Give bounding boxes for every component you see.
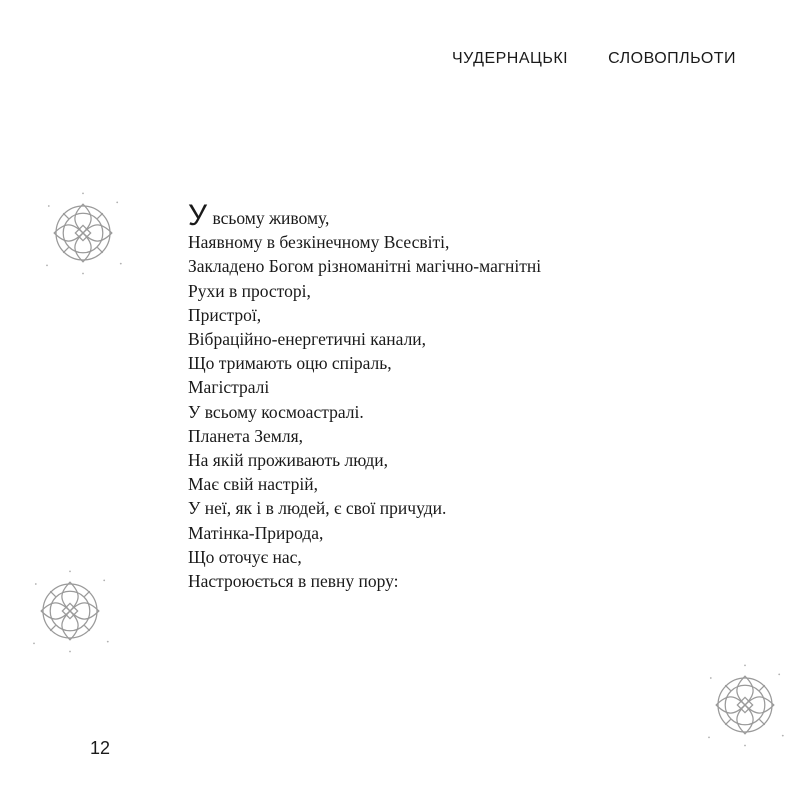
poem-line: Що тримають оцю спіраль, <box>188 353 392 374</box>
running-header <box>452 50 736 68</box>
poem-line: Що оточує нас, <box>188 546 302 567</box>
poem-text <box>188 199 708 593</box>
first-line-rest: всьому живому, <box>208 208 330 228</box>
poem-line: Вібраційно-енергетичні канали, <box>188 329 427 350</box>
poem-line <box>188 199 708 232</box>
poem-line: Рухи в просторі, <box>188 280 311 301</box>
poem-line: Настроюється в певну пору: <box>188 571 399 592</box>
poem-line: Пристрої, <box>188 304 262 325</box>
header-word-2: СЛОВОПЛЬОТИ <box>608 50 737 67</box>
poem-line: Закладено Богом різноманітні магічно-магнітні <box>188 256 542 277</box>
poem-line: Наявному в безкінечному Всесвіті, <box>188 232 450 253</box>
poem-line: У неї, як і в людей, є свої причуди. <box>188 498 447 519</box>
drop-cap: У <box>188 199 208 232</box>
poem-line: Магістралі <box>188 377 270 398</box>
folk-ornament-icon <box>700 660 790 750</box>
folk-ornament-icon <box>25 566 115 656</box>
page-number: 12 <box>90 738 111 758</box>
folk-ornament-icon <box>38 188 128 278</box>
poem-line: Має свій настрій, <box>188 474 318 495</box>
poem-line: У всьому космоастралі. <box>188 401 364 422</box>
poem-line: Матінка-Природа, <box>188 522 324 543</box>
poem-line: На якій проживають люди, <box>188 450 389 471</box>
poem-line: Планета Земля, <box>188 425 304 446</box>
header-word-1: ЧУДЕРНАЦЬКІ <box>452 50 569 67</box>
